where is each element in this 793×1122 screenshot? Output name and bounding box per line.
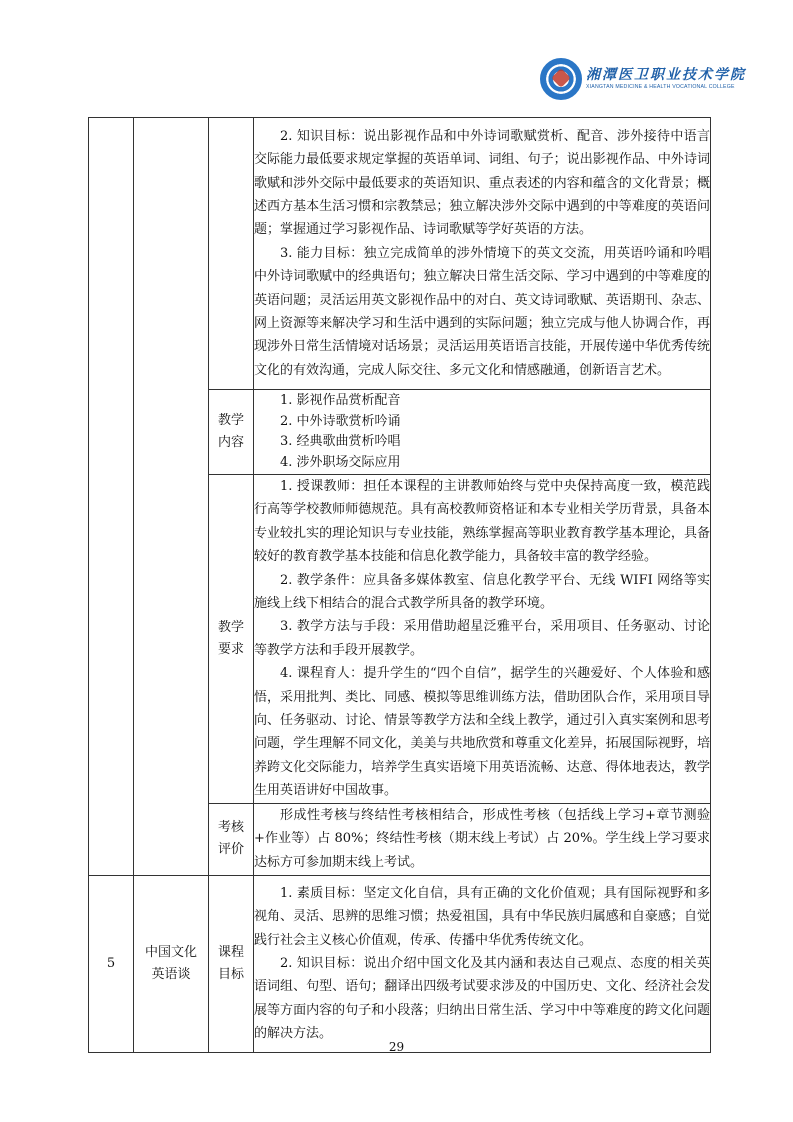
college-name-cn: 湘潭医卫职业技术学院	[586, 67, 746, 83]
course-number: 5	[89, 875, 134, 1052]
course-name: 中国文化英语谈	[134, 875, 209, 1052]
cell-assessment	[254, 803, 711, 875]
requirement-education: 4. 课程育人：提升学生的“四个自信”，据学生的兴趣爱好、个人体验和感悟，采用批判、类比、同感、模拟等思维训练方法，借助团队合作，采用项目导向、任务驱动、讨论、情景等教学方法和全线上教学，通过引入真实案例和思考问题，学生理解不同文化，美美与共地欣赏和尊重文化差异，拓展国际视野，培养跨文化交际能力，培养学生真实语境下用英语流畅、达意、得体地表达，教学生用英语讲好中国故事。	[254, 666, 710, 799]
list-item: 1. 影视作品赏析配音	[280, 393, 401, 408]
cell-empty-label	[209, 118, 254, 390]
cell-empty-number	[89, 118, 134, 876]
ability-goal: 3. 能力目标：独立完成简单的涉外情境下的英文交流，用英语吟诵和吟唱中外诗词歌赋中的经典语句；独立解决日常生活交际、学习中遇到的中等难度的英语问题；灵活运用英文影视作品中的对白、英文诗词歌赋、英语期刊、杂志、网上资源等来解决学习和生活中遇到的实际问题；独立完成与他人协调合作，再现涉外日常生活情境对话场景；灵活运用英语语言技能，开展传递中华优秀传统文化的有效沟通，完成人际交往、多元文化和情感融通，创新语言艺术。	[254, 245, 710, 378]
college-logo	[540, 58, 746, 102]
cell-empty-course	[134, 118, 209, 876]
college-name-en: XIANGTAN MEDICINE & HEALTH VOCATIONAL COLLEGE	[586, 84, 735, 90]
table-row	[89, 875, 711, 1052]
curriculum-table	[88, 117, 711, 1053]
list-item: 3. 经典歌曲赏析吟唱	[280, 434, 401, 449]
college-seal-icon	[540, 58, 582, 100]
course-goals-label: 课程目标	[209, 875, 254, 1052]
assessment-label: 考核评价	[209, 803, 254, 875]
cell-teaching-requirements	[254, 475, 711, 804]
assessment-text: 形成性考核与终结性考核相结合，形成性考核（包括线上学习+章节测验+作业等）占 80%；终结性考核（期末线上考试）占 20%。学生线上学习要求达标方可参加期末线上考试。	[254, 808, 710, 870]
requirement-methods: 3. 教学方法与手段：采用借助超星泛雅平台，采用项目、任务驱动、讨论等教学方法和手段开展教学。	[254, 619, 710, 658]
cell-teaching-content	[254, 390, 711, 475]
teaching-requirements-label: 教学要求	[209, 475, 254, 804]
cell-course5-goals	[254, 875, 711, 1052]
knowledge-goal: 2. 知识目标：说出介绍中国文化及其内涵和表达自己观点、态度的相关英语词组、句型、语句；翻译出四级考试要求涉及的中国历史、文化、经济社会发展等方面内容的句子和小段落；归纳出日常生活、学习中中等难度的跨文化问题的解决方法。	[254, 955, 710, 1042]
list-item: 4. 涉外职场交际应用	[280, 454, 401, 470]
quality-goal: 1. 素质目标：坚定文化自信，具有正确的文化价值观；具有国际视野和多视角、灵活、思辨的思维习惯；热爱祖国，具有中华民族归属感和自豪感；自觉践行社会主义核心价值观，传承、传播中华优秀传统文化。	[254, 885, 710, 948]
page-number: 29	[388, 1040, 405, 1054]
list-item: 2. 中外诗歌赏析吟诵	[280, 413, 401, 429]
table-row	[89, 118, 711, 390]
requirement-teacher: 1. 授课教师：担任本课程的主讲教师始终与党中央保持高度一致，模范践行高等学校教师师德规范。具有高校教师资格证和本专业相关学历背景，具备本专业较扎实的理论知识与专业技能，熟练掌握高等职业教育教学基本理论，具备较好的教育教学基本技能和信息化教学能力，具备较丰富的教学经验。	[254, 479, 710, 565]
requirement-conditions: 2. 教学条件：应具备多媒体教室、信息化教学平台、无线 WIFI 网络等实施线上线下相结合的混合式教学所具备的教学环境。	[254, 572, 710, 612]
knowledge-goal: 2. 知识目标：说出影视作品和中外诗词歌赋赏析、配音、涉外接待中语言交际能力最低要求规定掌握的英语单词、词组、句子；说出影视作品、中外诗词歌赋和涉外交际中最低要求的英语知识、重点表述的内容和蕴含的文化背景；概述西方基本生活习惯和宗教禁忌；独立解决涉外交际中遇到的中等难度的英语问题；掌握通过学习影视作品、诗词歌赋等学好英语的方法。	[254, 128, 710, 238]
cell-goals-cont	[254, 118, 711, 390]
teaching-content-label: 教学内容	[209, 390, 254, 475]
